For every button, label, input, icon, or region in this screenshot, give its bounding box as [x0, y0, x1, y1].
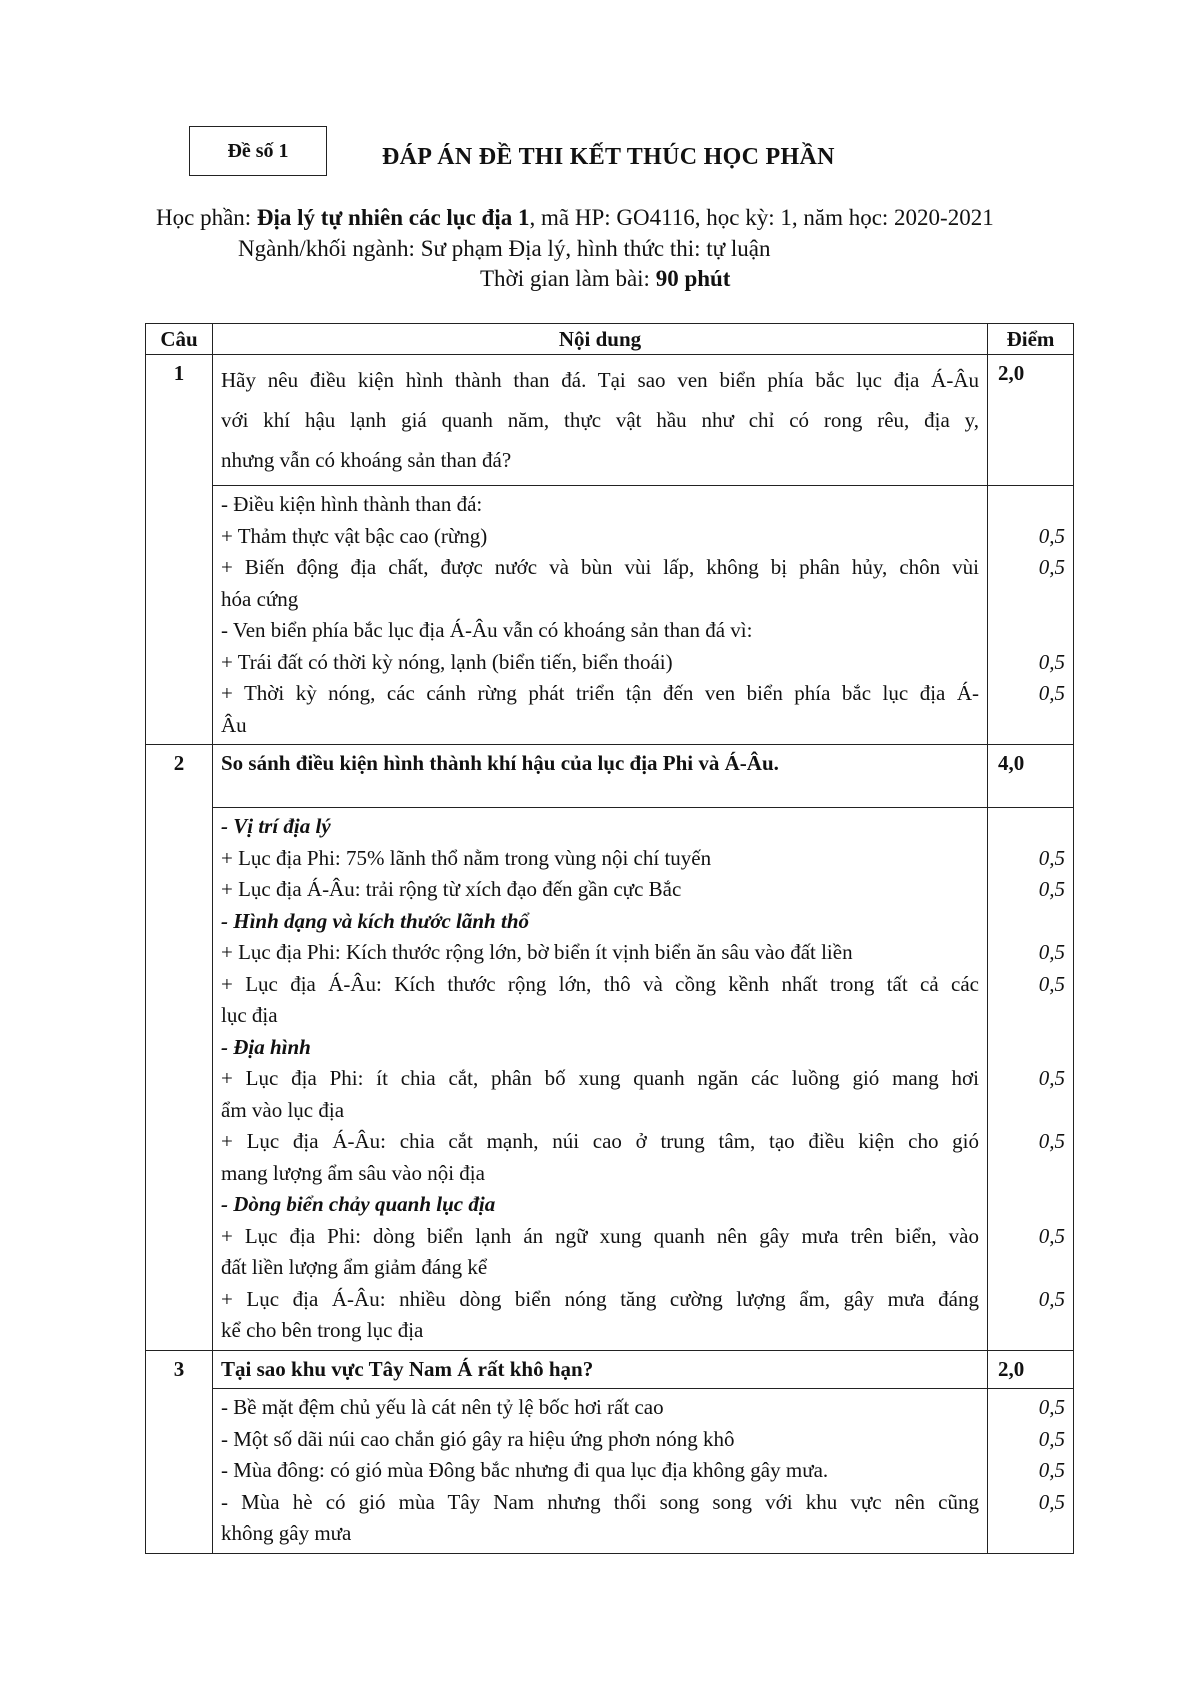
course-info-line [156, 205, 994, 231]
q1-question-row [146, 355, 1074, 486]
answer-score: 0,5 [1038, 1286, 1065, 1311]
q3-question-text: Tại sao khu vực Tây Nam Á rất khô hạn? [221, 1356, 594, 1381]
q3-number: 3 [146, 1350, 213, 1553]
answer-line: kể cho bên trong lục địa [221, 1318, 424, 1342]
table-header-row [146, 324, 1074, 355]
answer-line: + Lục địa Á-Âu: nhiều dòng biển nóng tăng cường lượng ẩm, gây mưa đáng [221, 1286, 979, 1311]
time-info-line [480, 266, 730, 292]
answer-score: 0,5 [1038, 845, 1065, 870]
q1-question-line: với khí hậu lạnh giá quanh năm, thực vật hầu như chỉ có rong rêu, địa y, [221, 408, 979, 432]
answer-score: 0,5 [1038, 1129, 1065, 1153]
time-value: 90 phút [655, 266, 731, 291]
q2-answers [213, 808, 988, 1351]
col-header-content: Nội dung [213, 324, 988, 355]
document-title: ĐÁP ÁN ĐỀ THI KẾT THÚC HỌC PHẦN [382, 144, 835, 170]
answer-line: lục địa [221, 1003, 278, 1027]
answer-score: 0,5 [1038, 1066, 1065, 1090]
exam-code-box [189, 126, 327, 176]
course-name: Địa lý tự nhiên các lục địa 1 [256, 205, 530, 230]
answer-score: 0,5 [1038, 1489, 1065, 1514]
q1-number: 1 [146, 355, 213, 745]
answer-line: + Thảm thực vật bậc cao (rừng) [221, 523, 488, 548]
answer-line: + Trái đất có thời kỳ nóng, lạnh (biển tiến, biển thoái) [221, 649, 673, 674]
q1-question-line: nhưng vẫn có khoáng sản than đá? [221, 448, 512, 472]
answer-score: 0,5 [1038, 681, 1065, 705]
course-suffix: , mã HP: GO4116, học kỳ: 1, năm học: 2020-2021 [529, 205, 994, 230]
col-header-points: Điểm [988, 324, 1074, 355]
q1-answer-points [988, 486, 1074, 745]
section-heading: - Dòng biển chảy quanh lục địa [221, 1192, 496, 1216]
col-header-question: Câu [146, 324, 213, 355]
answer-line: mang lượng ẩm sâu vào nội địa [221, 1160, 485, 1185]
section-heading: - Vị trí địa lý [221, 814, 331, 838]
q2-number: 2 [146, 745, 213, 1351]
answer-line: + Lục địa Phi: dòng biển lạnh án ngữ xung quanh nên gây mưa trên biển, vào [221, 1223, 979, 1248]
answer-line: ẩm vào lục địa [221, 1097, 345, 1122]
answer-line: không gây mưa [221, 1521, 352, 1545]
q3-total-points: 2,0 [988, 1350, 1074, 1389]
q2-total-points: 4,0 [988, 745, 1074, 808]
q1-total-points: 2,0 [988, 355, 1074, 486]
section-heading: - Địa hình [221, 1034, 311, 1059]
answer-score: 0,5 [1038, 1395, 1065, 1419]
answer-line: + Lục địa Phi: ít chia cắt, phân bố xung quanh ngăn các luồng gió mang hơi [221, 1066, 979, 1090]
answer-line: + Thời kỳ nóng, các cánh rừng phát triển tận đến ven biển phía bắc lục địa Á- [221, 681, 979, 705]
answer-table [145, 323, 1074, 1554]
answer-line: + Lục địa Phi: Kích thước rộng lớn, bờ biển ít vịnh biển ăn sâu vào đất liền [221, 940, 853, 964]
q3-answer-points [988, 1389, 1074, 1554]
q2-question [213, 745, 988, 808]
q3-question [213, 1350, 988, 1389]
q1-question [213, 355, 988, 486]
answer-score: 0,5 [1038, 877, 1065, 901]
answer-score: 0,5 [1038, 1223, 1065, 1248]
q2-question-text: So sánh điều kiện hình thành khí hậu của lục địa Phi và Á-Âu. [221, 751, 779, 775]
section-heading: - Hình dạng và kích thước lãnh thổ [221, 908, 529, 933]
answer-line: - Một số dãi núi cao chắn gió gây ra hiệu ứng phơn nóng khô [221, 1426, 735, 1451]
q3-question-row [146, 1350, 1074, 1389]
q1-question-line: Hãy nêu điều kiện hình thành than đá. Tại sao ven biển phía bắc lục địa Á-Âu [221, 368, 979, 392]
answer-line: + Lục địa Phi: 75% lãnh thổ nằm trong vùng nội chí tuyến [221, 845, 712, 870]
answer-score: 0,5 [1038, 1458, 1065, 1482]
answer-line: - Ven biển phía bắc lục địa Á-Âu vẫn có khoáng sản than đá vì: [221, 618, 753, 642]
answer-line: - Mùa hè có gió mùa Tây Nam nhưng thổi song song với khu vực nên cũng [221, 1489, 979, 1514]
answer-score: 0,5 [1038, 1426, 1065, 1451]
answer-line: + Biến động địa chất, được nước và bùn vùi lấp, không bị phân hủy, chôn vùi [221, 555, 979, 579]
answer-score: 0,5 [1038, 649, 1065, 674]
answer-line: - Mùa đông: có gió mùa Đông bắc nhưng đi qua lục địa không gây mưa. [221, 1458, 829, 1482]
exam-code-label: Đề số 1 [227, 139, 289, 162]
q2-answer-points [988, 808, 1074, 1351]
q3-answer-row [146, 1389, 1074, 1554]
q1-answer-row [146, 486, 1074, 745]
q2-question-row [146, 745, 1074, 808]
answer-score: 0,5 [1038, 523, 1065, 548]
answer-line: Âu [221, 712, 247, 737]
time-prefix: Thời gian làm bài: [480, 266, 656, 291]
answer-line: - Bề mặt đệm chủ yếu là cát nên tỷ lệ bốc hơi rất cao [221, 1395, 664, 1419]
q1-answers [213, 486, 988, 745]
answer-score: 0,5 [1038, 971, 1065, 996]
answer-line: + Lục địa Á-Âu: chia cắt mạnh, núi cao ở trung tâm, tạo điều kiện cho gió [221, 1129, 979, 1153]
answer-line: - Điều kiện hình thành than đá: [221, 492, 483, 516]
answer-line: + Lục địa Á-Âu: trải rộng từ xích đạo đến gần cực Bắc [221, 877, 682, 901]
major-info-line: Ngành/khối ngành: Sư phạm Địa lý, hình thức thi: tự luận [238, 236, 771, 261]
q3-answers [213, 1389, 988, 1554]
answer-line: hóa cứng [221, 586, 299, 611]
answer-line: đất liền lượng ẩm giảm đáng kể [221, 1255, 488, 1279]
course-prefix: Học phần: [156, 205, 257, 230]
answer-score: 0,5 [1038, 555, 1065, 579]
answer-line: + Lục địa Á-Âu: Kích thước rộng lớn, thô và cồng kềnh nhất trong tất cả các [221, 971, 979, 996]
answer-score: 0,5 [1038, 940, 1065, 964]
q2-answer-row [146, 808, 1074, 1351]
